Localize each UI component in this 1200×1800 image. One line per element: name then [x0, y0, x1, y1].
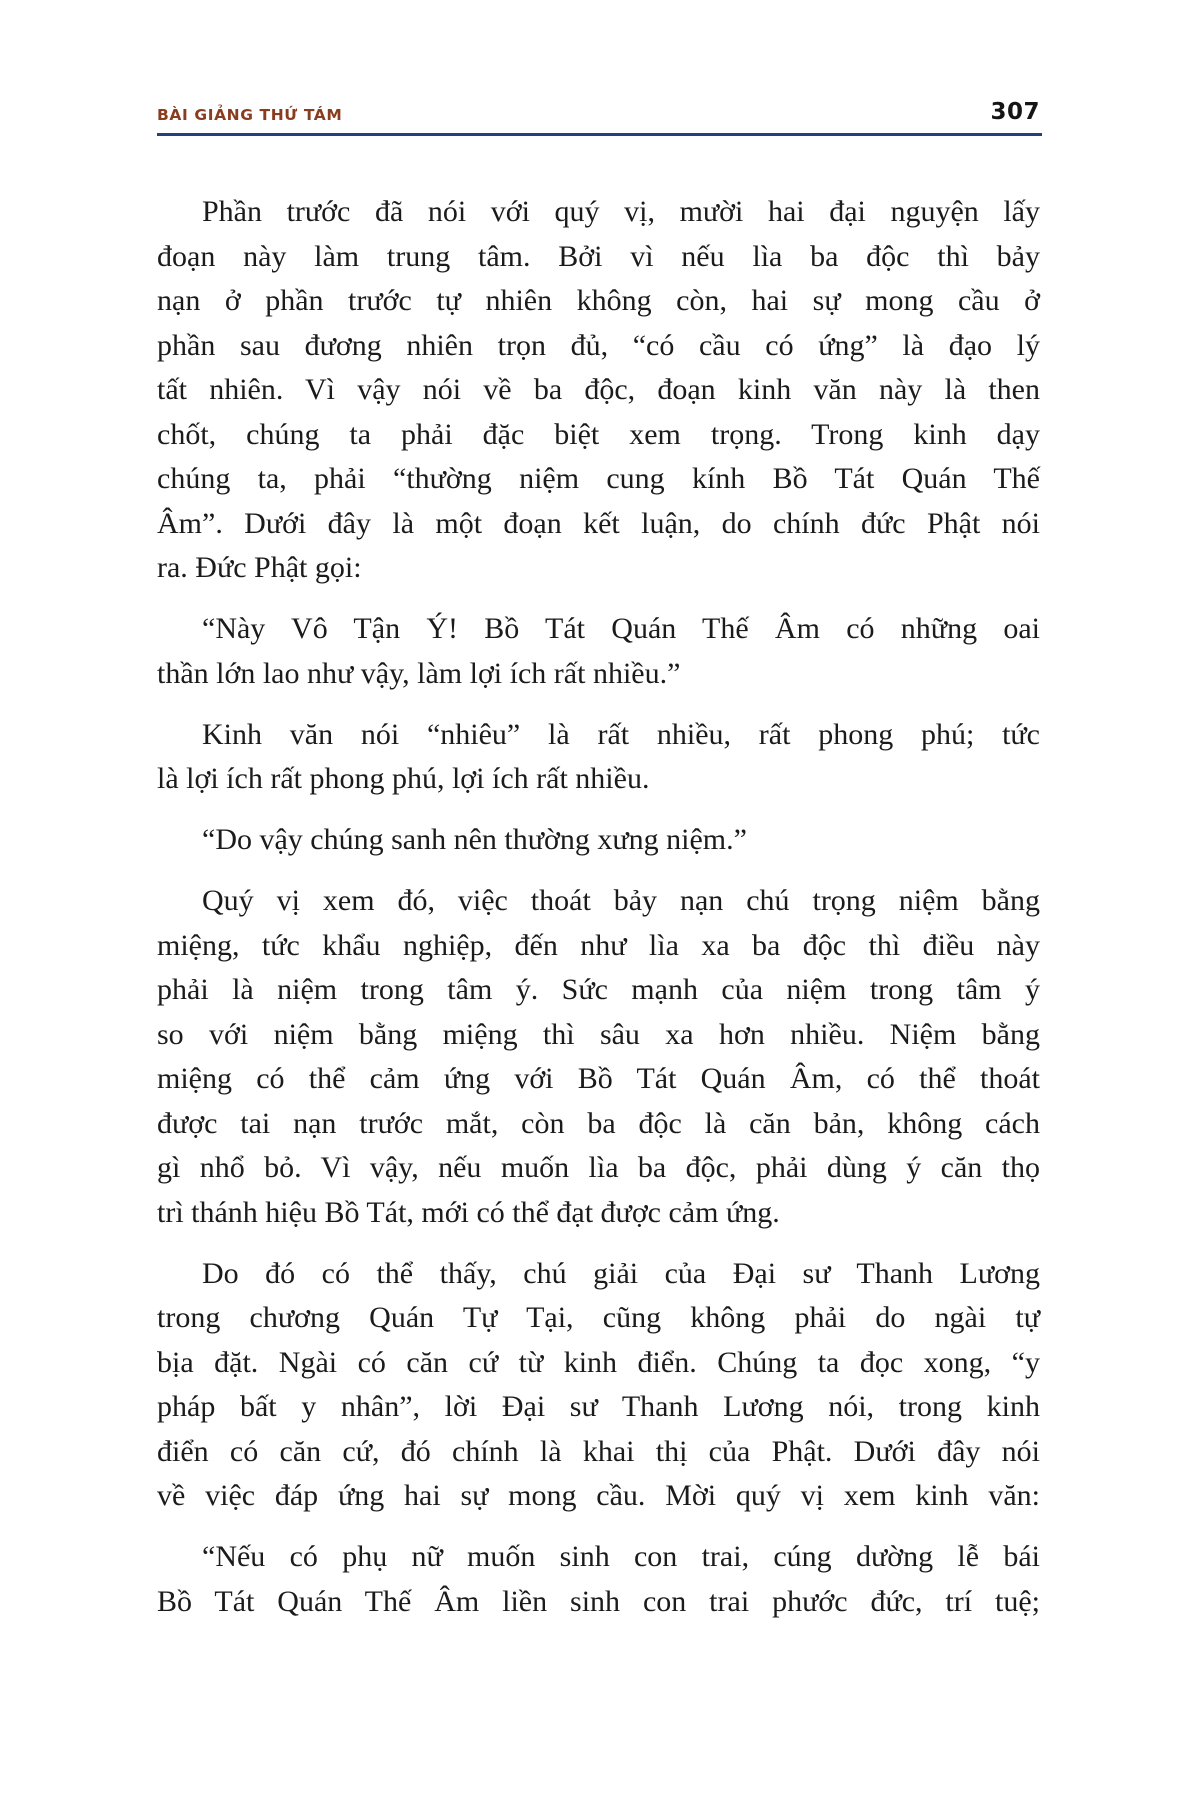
text-line: phần sau đương nhiên trọn đủ, “có cầu có ứng” là đạo lý	[157, 328, 1040, 362]
text-line: “Nếu có phụ nữ muốn sinh con trai, cúng dường lễ bái	[202, 1540, 1040, 1573]
text-line: ra. Đức Phật gọi:	[157, 551, 362, 584]
body-text	[157, 190, 1040, 1641]
page-header	[157, 100, 1042, 140]
text-line: chúng ta, phải “thường niệm cung kính Bồ Tát Quán Thế	[157, 462, 1040, 495]
text-line: nạn ở phần trước tự nhiên không còn, hai sự mong cầu ở	[157, 284, 1040, 317]
paragraph	[157, 879, 1040, 1235]
paragraph	[157, 713, 1040, 802]
text-line: so với niệm bằng miệng thì sâu xa hơn nhiều. Niệm bằng	[157, 1017, 1040, 1051]
page-number: 307	[990, 99, 1040, 125]
text-line: về việc đáp ứng hai sự mong cầu. Mời quý vị xem kinh văn:	[157, 1479, 1040, 1512]
text-line: điển có căn cứ, đó chính là khai thị của Phật. Dưới đây nói	[157, 1434, 1040, 1468]
text-line: được tai nạn trước mắt, còn ba độc là căn bản, không cách	[157, 1106, 1040, 1140]
text-line: Bồ Tát Quán Thế Âm liền sinh con trai phước đức, trí tuệ;	[157, 1584, 1040, 1618]
text-line: Do đó có thể thấy, chú giải của Đại sư Thanh Lương	[202, 1256, 1040, 1290]
text-line: chốt, chúng ta phải đặc biệt xem trọng. Trong kinh dạy	[157, 417, 1040, 451]
header-rule	[157, 133, 1042, 136]
text-line: đoạn này làm trung tâm. Bởi vì nếu lìa ba độc thì bảy	[157, 239, 1040, 273]
text-line: miệng, tức khẩu nghiệp, đến như lìa xa ba độc thì điều này	[157, 928, 1040, 962]
text-line: thần lớn lao như vậy, làm lợi ích rất nhiều.”	[157, 656, 681, 690]
text-line: “Này Vô Tận Ý! Bồ Tát Quán Thế Âm có những oai	[202, 612, 1040, 645]
paragraph	[157, 607, 1040, 696]
paragraph	[157, 1252, 1040, 1519]
text-line: là lợi ích rất phong phú, lợi ích rất nhiều.	[157, 762, 650, 795]
text-line: bịa đặt. Ngài có căn cứ từ kinh điển. Chúng ta đọc xong, “y	[157, 1345, 1040, 1379]
text-line: trong chương Quán Tự Tại, cũng không phải do ngài tự	[157, 1301, 1040, 1334]
text-line: tất nhiên. Vì vậy nói về ba độc, đoạn kinh văn này là then	[157, 373, 1040, 406]
text-line: miệng có thể cảm ứng với Bồ Tát Quán Âm, có thể thoát	[157, 1062, 1040, 1095]
text-line: Âm”. Dưới đây là một đoạn kết luận, do chính đức Phật nói	[157, 506, 1040, 540]
text-line: pháp bất y nhân”, lời Đại sư Thanh Lương nói, trong kinh	[157, 1390, 1040, 1423]
text-line: Quý vị xem đó, việc thoát bảy nạn chú trọng niệm bằng	[202, 884, 1040, 917]
text-line: trì thánh hiệu Bồ Tát, mới có thể đạt được cảm ứng.	[157, 1195, 780, 1229]
text-line: phải là niệm trong tâm ý. Sức mạnh của niệm trong tâm ý	[157, 973, 1040, 1006]
running-title: BÀI GIẢNG THỨ TÁM	[157, 106, 343, 124]
paragraph	[157, 1535, 1040, 1624]
text-line: Kinh văn nói “nhiêu” là rất nhiều, rất phong phú; tức	[202, 717, 1040, 751]
text-line: “Do vậy chúng sanh nên thường xưng niệm.”	[202, 823, 747, 856]
text-line: Phần trước đã nói với quý vị, mười hai đại nguyện lấy	[202, 195, 1040, 228]
paragraph	[157, 818, 1040, 863]
text-line: gì nhổ bỏ. Vì vậy, nếu muốn lìa ba độc, phải dùng ý căn thọ	[157, 1151, 1040, 1184]
paragraph	[157, 190, 1040, 591]
